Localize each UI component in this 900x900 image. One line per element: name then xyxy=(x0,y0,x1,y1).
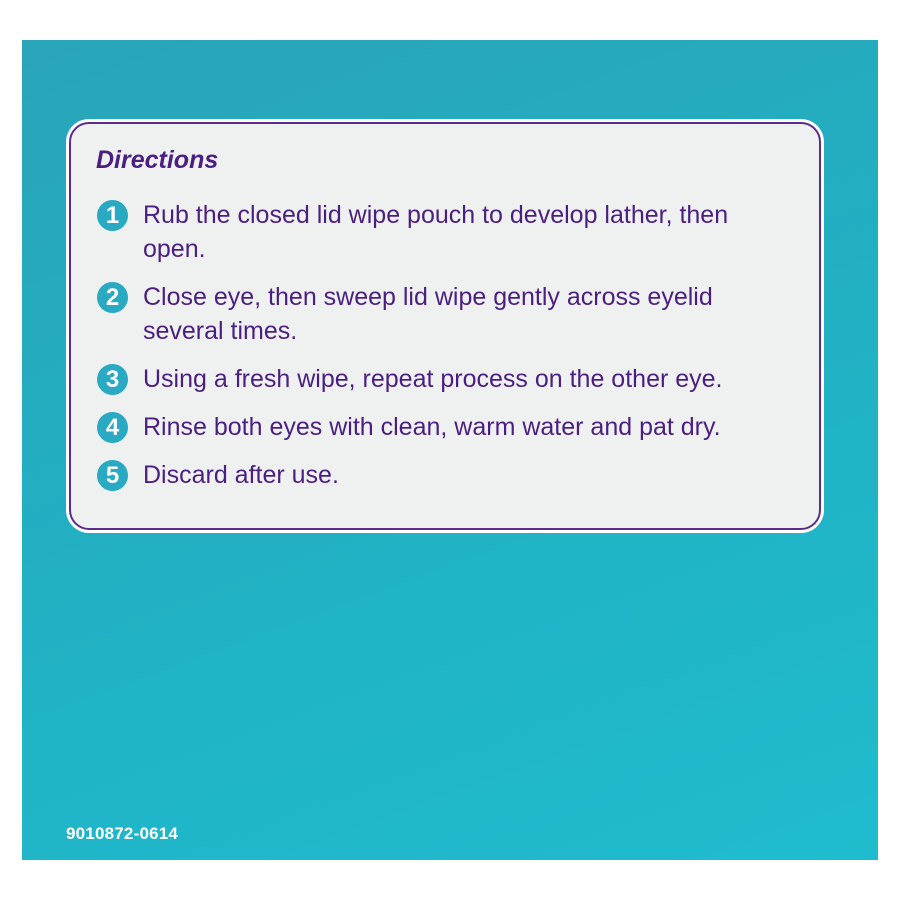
directions-steps xyxy=(97,198,797,506)
step-number-badge: 1 xyxy=(97,200,128,231)
step-number-badge: 4 xyxy=(97,412,128,443)
step-4 xyxy=(97,410,797,444)
step-text: Rinse both eyes with clean, warm water and pat dry. xyxy=(143,413,721,441)
step-number-badge: 3 xyxy=(97,364,128,395)
directions-title: Directions xyxy=(96,146,219,174)
step-text: Rub the closed lid wipe pouch to develop lather, then open. xyxy=(143,201,729,263)
step-number-badge: 2 xyxy=(97,282,128,313)
step-text: Using a fresh wipe, repeat process on the other eye. xyxy=(143,365,723,393)
step-2 xyxy=(97,280,797,348)
step-number-badge: 5 xyxy=(97,460,128,491)
step-3 xyxy=(97,362,797,396)
step-5 xyxy=(97,458,797,492)
step-1 xyxy=(97,198,797,266)
package-panel xyxy=(22,40,878,860)
directions-card xyxy=(69,122,821,530)
step-text: Discard after use. xyxy=(143,461,339,489)
product-code: 9010872-0614 xyxy=(66,824,179,843)
step-text: Close eye, then sweep lid wipe gently across eyelid several times. xyxy=(143,283,713,345)
